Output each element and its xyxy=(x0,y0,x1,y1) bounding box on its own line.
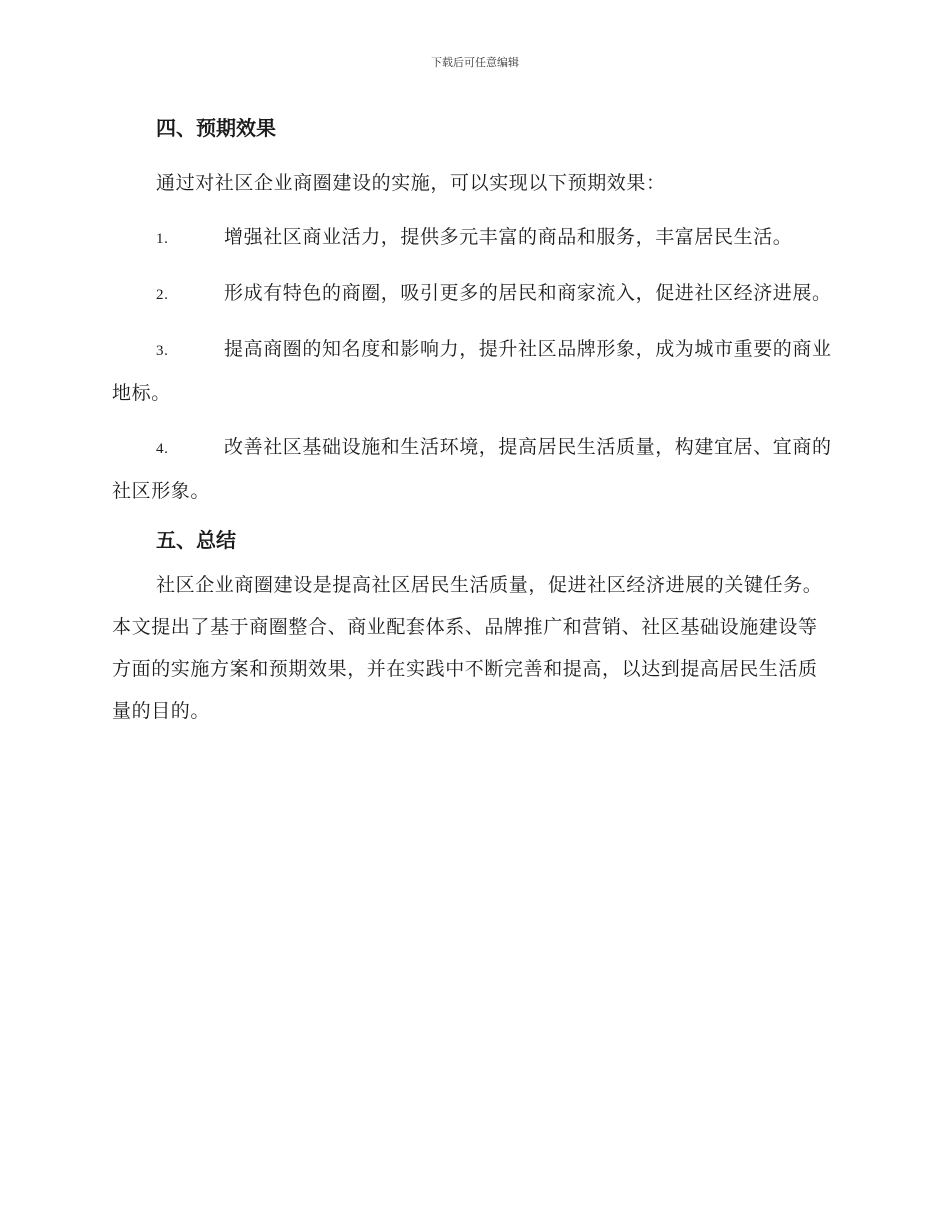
list-item-text: 形成有特色的商圈，吸引更多的居民和商家流入，促进社区经济进展。 xyxy=(224,282,832,304)
list-item-text: 提高商圈的知名度和影响力，提升社区品牌形象，成为城市重要的商业地标。 xyxy=(112,338,832,404)
section-intro: 通过对社区企业商圈建设的实施，可以实现以下预期效果： xyxy=(156,172,666,194)
list-item-text: 改善社区基础设施和生活环境，提高居民生活质量，构建宜居、宜商的社区形象。 xyxy=(112,436,832,502)
list-item-number: 4. xyxy=(156,441,169,457)
list-item-number: 1. xyxy=(156,231,169,247)
list-item xyxy=(112,328,834,414)
document-body xyxy=(112,108,834,732)
list-item-text: 增强社区商业活力，提供多元丰富的商品和服务，丰富居民生活。 xyxy=(224,226,793,248)
list-item xyxy=(112,426,834,512)
section-heading-expected-effects: 四、预期效果 xyxy=(156,116,276,140)
list-item-number: 2. xyxy=(156,287,169,303)
summary-paragraph: 社区企业商圈建设是提高社区居民生活质量，促进社区经济进展的关键任务。本文提出了基于商圈整合、商业配套体系、品牌推广和营销、社区基础设施建设等方面的实施方案和预期效果，并在实践中不断完善和提高，以达到提高居民生活质量的目的。 xyxy=(112,574,823,722)
page-header: 下载后可任意编辑 xyxy=(431,56,519,69)
list-item-number: 3. xyxy=(156,343,169,359)
section-heading-summary: 五、总结 xyxy=(156,528,236,552)
list-item xyxy=(112,216,834,260)
list-item xyxy=(112,272,834,316)
